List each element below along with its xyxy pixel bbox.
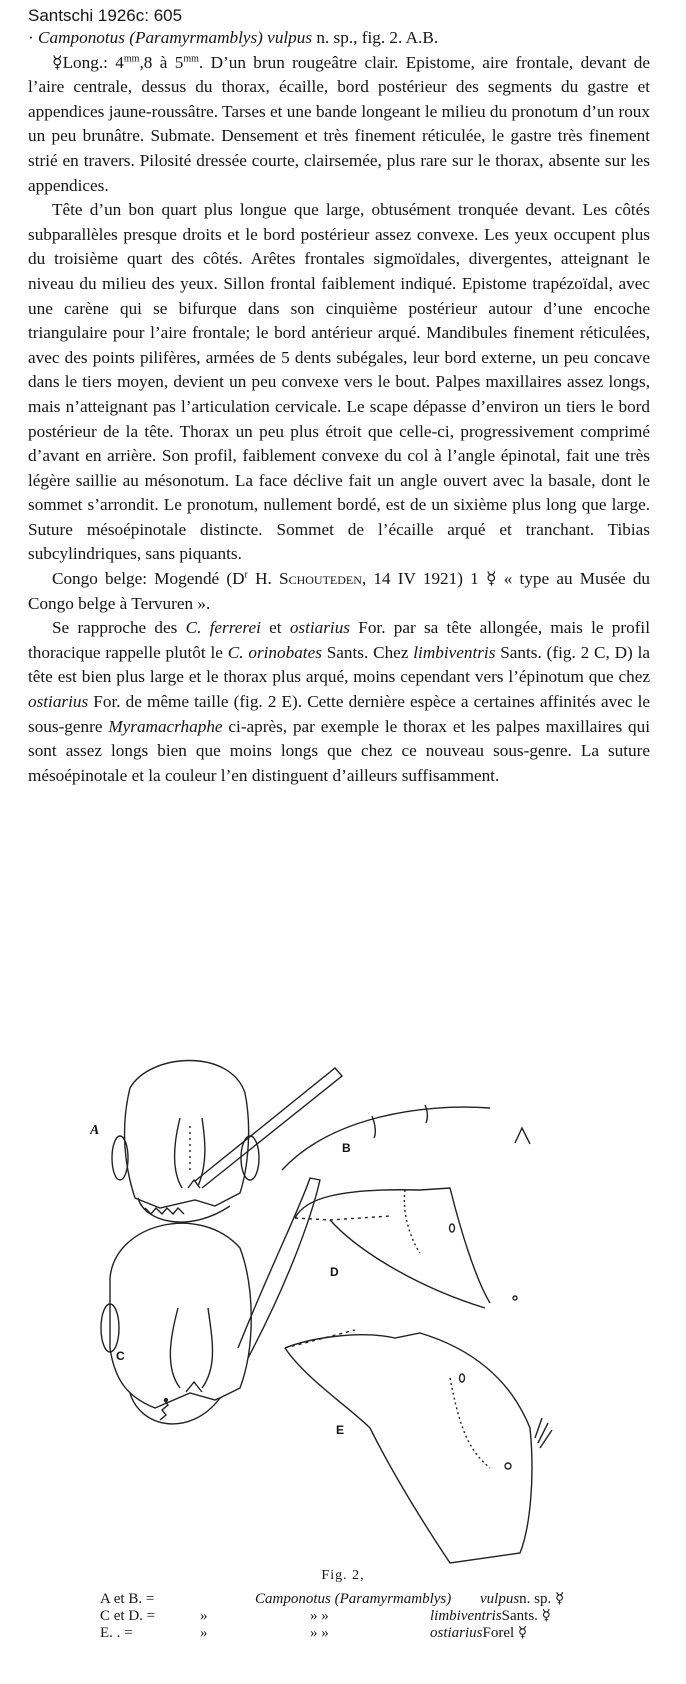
species-suffix: n. sp., fig. 2. A.B. — [312, 28, 439, 47]
label-b: B — [342, 1141, 351, 1155]
citation-header: Santschi 1926c: 605 — [28, 6, 183, 25]
locality-paragraph: Congo belge: Mogendé ($D^r$ H. Schouteden, 14 IV 1921) 1 ☿ « type au Musée du Congo belge à Tervuren ». — [28, 569, 651, 613]
figure-caption-title: Fig. 2, — [321, 1568, 365, 1583]
label-c: C — [116, 1349, 125, 1363]
drawing-a-head-vulpus — [90, 1061, 342, 1223]
species-name: Camponotus (Paramyrmamblys) vulpus — [38, 28, 313, 47]
drawing-d-thorax-limbiventris — [295, 1188, 517, 1308]
heading-bullet: · — [28, 28, 34, 47]
legend-row: C et D. = » » » limbiventris Sants. ☿ — [100, 1608, 551, 1624]
description-paragraph-2: Tête d’un bon quart plus longue que large, obtusément tronquée devant. Les côtés subparallèles presque droits et le bord postérieur assez convexe. Les yeux occupent plus du troisième quart des côtés. Arêtes frontales sigmoïdales, divergentes, atteignant le niveau du milieu des yeux. Sillon frontal faiblement indiqué. Epistome trapézoïdal, avec une carène qui se bifurque dans son cinquième postérieur autour d’une encoche triangulaire pour l’aire frontale; le bord antérieur arqué. Mandibules finement réticulées, avec des points pilifères, armées de 5 dents subégales, leur bord externe, un peu concave dans le tiers moyen, devient un peu convexe vers le bout. Palpes maxillaires assez longs, mais n’atteignant pas l’articulation cervicale. Le scape dépasse d’environ un tiers le bord postérieur de la tête. Thorax un peu plus étroit que celle-ci, progressivement comprimé d’avant en arrière. Son profil, faiblement convexe du col à l’angle épinotal, fait une très légère saillie au mésonotum. La face déclive fait un angle ouvert avec la basale, dont le sommet s’arrondit. Le pronotum, nullement bordé, est de un sixième plus long que large. Suture mésoépinotale distincte. Sommet de l’écaille arqué et tranchant. Tibias subcylindriques, sans piquants. — [28, 200, 650, 564]
remarks-paragraph: Se rapproche des C. ferrerei et ostiarius For. par sa tête allongée, mais le profil thoracique rappelle plutôt le C. orinobates Sants. Chez limbiventris Sants. (fig. 2 C, D) la tête est bien plus large et le thorax plus arqué, moins cependant vers l’épinotum que chez ostiarius For. de même taille (fig. 2 E). Cette dernière espèce a certaines affinités avec le sous-genre Myramacrhaphe ci-après, par exemple le thorax et les palpes maxillaires qui sont assez longs bien que moins longs que chez ce nouveau sous-genre. La suture mésoépinotale et la couleur l’en distinguent d’ailleurs suffisamment. — [28, 618, 650, 785]
figure-2-drawings — [90, 1048, 610, 1568]
collector-name: Schouteden — [279, 569, 362, 589]
figure-legend — [100, 1591, 640, 1642]
legend-row: E. . = » » » ostiarius Forel ☿ — [100, 1625, 528, 1641]
legend-row: A et B. = Camponotus (Paramyrmamblys) vulpus n. sp. ☿ — [100, 1591, 565, 1607]
drawing-b-thorax-vulpus — [282, 1105, 530, 1170]
label-e: E — [336, 1423, 345, 1437]
drawing-e-thorax-ostiarius — [285, 1330, 552, 1563]
unit-mm: mm — [123, 52, 140, 64]
drawing-c-head-limbiventris — [101, 1178, 320, 1424]
worker-symbol: ☿ — [52, 52, 63, 72]
label-d: D — [330, 1265, 339, 1279]
species-heading — [28, 26, 650, 51]
description-paragraph-1: ☿Long.: $4^{mm},8$ à $5^{mm}$. D’un brun rougeâtre clair. Epistome, aire frontale, devant de l’aire centrale, dessus du thorax, écaille, bord postérieur des segments du gastre et appendices jaune-roussâtre. Tarses et une bande longeant le milieu du pronotum d’un roux un peu brunâtre. Submate. Densement et très finement réticulée, le gastre très finement strié en travers. Pilosité dressée courte, clairsemée, plus rare sur le thorax, absente sur les appendices. — [28, 52, 650, 195]
label-a: A — [90, 1123, 100, 1138]
species-description-text — [28, 26, 650, 788]
worker-symbol: ☿ — [485, 569, 497, 589]
unit-mm: mm — [183, 52, 199, 64]
